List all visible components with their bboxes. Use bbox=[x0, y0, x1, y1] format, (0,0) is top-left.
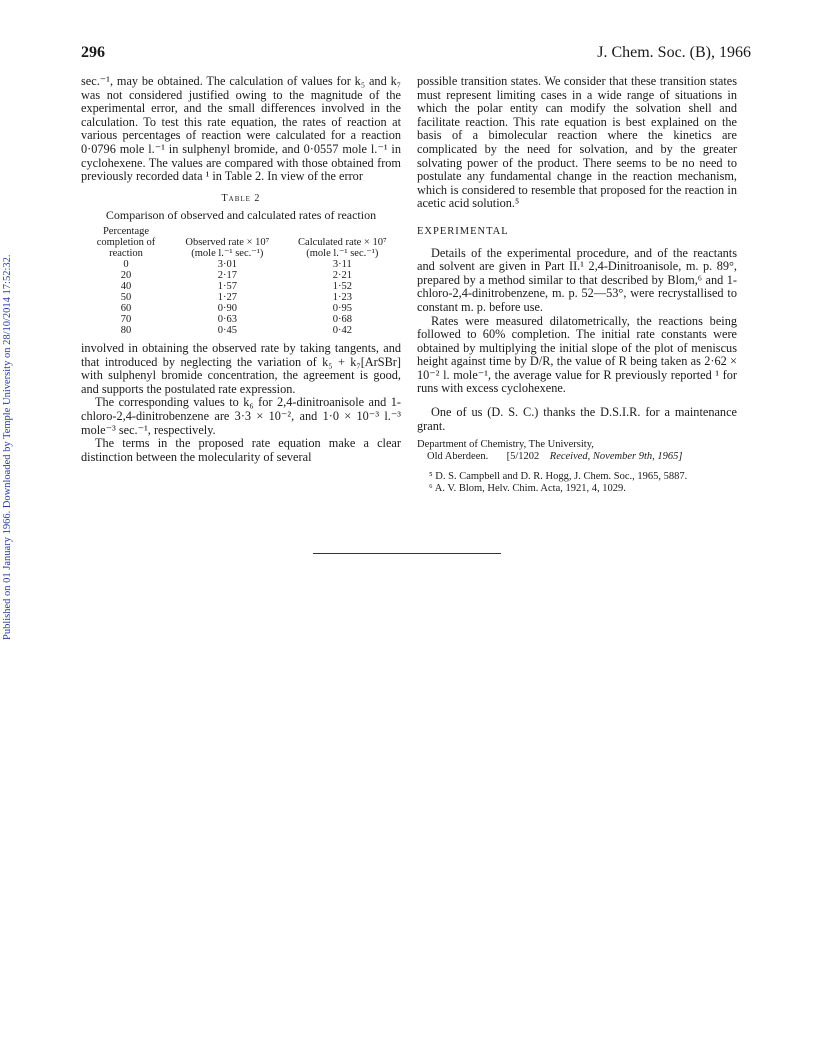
cell-calculated: 1·23 bbox=[332, 291, 352, 303]
cell-percentage: 40 bbox=[120, 280, 132, 292]
table-row bbox=[81, 259, 401, 270]
acknowledgement: One of us (D. S. C.) thanks the D.S.I.R. for a maintenance grant. bbox=[417, 405, 737, 433]
left-paragraph-3: The corresponding values to k₆ for 2,4-dinitroanisole and 1-chloro-2,4-dinitrobenzene are 3·3 × 10⁻², and 1·0 × 10⁻³ l.⁻³ mole⁻³ sec.⁻¹, respectively. bbox=[81, 395, 401, 437]
table-title: Comparison of observed and calculated rates of reaction bbox=[105, 208, 377, 223]
header-percentage: Percentage completion of reaction bbox=[96, 225, 156, 259]
page-number: 296 bbox=[81, 44, 105, 61]
cell-calculated: 2·21 bbox=[332, 269, 352, 281]
cell-observed: 0·63 bbox=[217, 313, 237, 325]
left-column bbox=[81, 75, 401, 464]
right-paragraph-1: possible transition states. We consider that these transition states must represent limiting cases in a wide range of situations in which the polar entity can modify the solvation shell and facilitate reaction. This rate equation is best explained on the basis of a bimolecular reaction where the kinetics are complicated by the need for solvation, and by the greater solvating power of the product. There seems to be no need to postulate any fundamental change in the reaction mechanism, which is considered to resemble that proposed for the reaction in acetic acid solution.⁵ bbox=[417, 74, 737, 211]
cell-percentage: 60 bbox=[120, 302, 132, 314]
address-line-2 bbox=[417, 451, 737, 463]
cell-calculated: 0·95 bbox=[332, 302, 352, 314]
cell-percentage: 50 bbox=[120, 291, 132, 303]
address-line-1: Department of Chemistry, The University, bbox=[417, 439, 594, 451]
cell-calculated: 0·68 bbox=[332, 313, 352, 325]
right-column bbox=[417, 75, 737, 495]
header-calculated: Calculated rate × 10⁷ (mole l.⁻¹ sec.⁻¹) bbox=[298, 236, 387, 259]
cell-observed: 0·45 bbox=[217, 324, 237, 336]
cell-calculated: 1·52 bbox=[332, 280, 352, 292]
cell-observed: 2·17 bbox=[217, 269, 237, 281]
rates-table bbox=[81, 226, 401, 336]
table-row bbox=[81, 303, 401, 314]
cell-percentage: 70 bbox=[120, 313, 132, 325]
table-row bbox=[81, 281, 401, 292]
end-rule bbox=[313, 553, 501, 554]
author-address bbox=[417, 439, 737, 463]
reference-item: ⁵ D. S. Campbell and D. R. Hogg, J. Chem. Soc., 1965, 5887. bbox=[429, 471, 688, 483]
cell-percentage: 0 bbox=[123, 258, 129, 270]
references bbox=[417, 471, 737, 495]
cell-calculated: 3·11 bbox=[332, 258, 352, 270]
cell-percentage: 80 bbox=[120, 324, 132, 336]
left-paragraph-1: sec.⁻¹, may be obtained. The calculation of values for k₅ and k₇ was not considered justified owing to the magnitude of the experimental error, and the small differences involved in the calculation. To test this rate equation, the rates of reaction at various percentages of reaction were calculated for a reaction 0·0796 mole l.⁻¹ in sulphenyl bromide, and 0·0557 mole l.⁻¹ in cyclohexene. The values are compared with those obtained from previously recorded data ¹ in Table 2. In view of the error bbox=[81, 74, 401, 184]
left-paragraph-4: The terms in the proposed rate equation make a clear distinction between the molecularity of several bbox=[81, 436, 401, 464]
download-watermark-text: Published on 01 January 1966. Downloaded by Temple University on 28/10/2014 17:52:32. bbox=[2, 254, 13, 640]
table-row bbox=[81, 314, 401, 325]
download-watermark bbox=[2, 210, 14, 640]
manuscript-reference: [5/1202 bbox=[506, 451, 540, 463]
cell-observed: 3·01 bbox=[217, 258, 237, 270]
right-paragraph-3: Rates were measured dilatometrically, the reactions being followed to 60% completion. The initial rate constants were obtained by multiplying the initial slope of the plot of meniscus height against time by D/R, the value of R being taken as 2·62 × 10⁻² l. mole⁻¹, the average value for R previously reported ¹ for runs with excess cyclohexene. bbox=[417, 313, 737, 396]
address-place: Old Aberdeen. bbox=[427, 451, 489, 463]
right-paragraph-2: Details of the experimental procedure, and of the reactants and solvent are given in Part II.¹ 2,4-Dinitroanisole, m. p. 89°, prepared by a method similar to that described by Blom,⁶ and 1-chloro-2,4-dinitrobenzene, m. p. 52—53°, were recrystallised to constant m. p. before use. bbox=[417, 245, 737, 314]
cell-calculated: 0·42 bbox=[332, 324, 352, 336]
table-row bbox=[81, 292, 401, 303]
table-caption: Table 2 bbox=[221, 192, 261, 204]
section-heading-experimental: EXPERIMENTAL bbox=[417, 225, 509, 237]
left-paragraph-2: involved in obtaining the observed rate by taking tangents, and that introduced by neglecting the variation of k₅ + k₇[ArSBr] with sulphenyl bromide concentration, the agreement is good, and supports the postulated rate expression. bbox=[81, 340, 401, 396]
reference-item: ⁶ A. V. Blom, Helv. Chim. Acta, 1921, 4, 1029. bbox=[429, 483, 626, 495]
header-observed: Observed rate × 10⁷ (mole l.⁻¹ sec.⁻¹) bbox=[185, 236, 270, 259]
cell-observed: 0·90 bbox=[217, 302, 237, 314]
journal-header: J. Chem. Soc. (B), 1966 bbox=[597, 44, 751, 61]
table-row bbox=[81, 325, 401, 336]
cell-observed: 1·27 bbox=[217, 291, 237, 303]
table-row bbox=[81, 270, 401, 281]
received-date: Received, November 9th, 1965] bbox=[549, 451, 683, 463]
cell-percentage: 20 bbox=[120, 269, 132, 281]
cell-observed: 1·57 bbox=[217, 280, 237, 292]
table-header-row bbox=[81, 226, 401, 259]
